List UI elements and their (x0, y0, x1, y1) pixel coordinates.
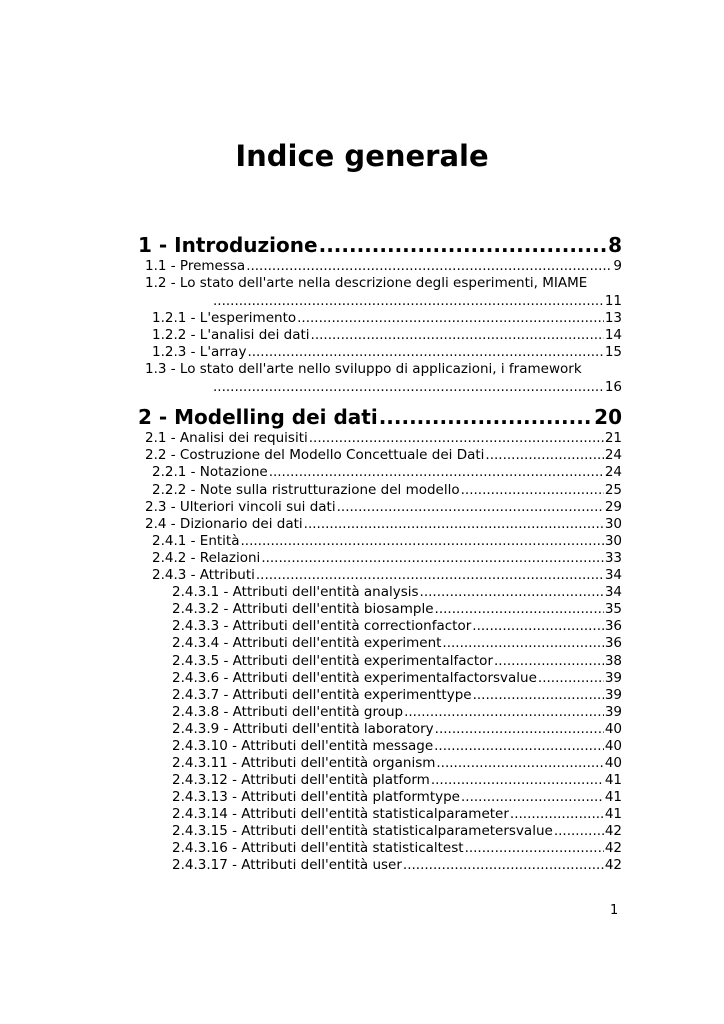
toc-entry-title-wrapped[interactable]: 1.2 - Lo stato dell'arte nella descrizione degli esperimenti, MIAME (145, 275, 588, 291)
toc-entry-subsubsection[interactable] (172, 584, 622, 602)
leader-dots (494, 653, 604, 669)
leader-dots (213, 379, 604, 395)
leader-dots (247, 344, 603, 360)
leader-dots (246, 258, 612, 274)
toc-entry-page: 39 (604, 687, 622, 703)
toc-entry-subsection[interactable] (152, 567, 622, 585)
toc-entry-page: 40 (604, 738, 622, 754)
toc-entry-title: 2.4.3.8 - Attributi dell'entità group (172, 704, 404, 720)
toc-entry-subsubsection[interactable] (172, 635, 622, 653)
toc-entry-subsection[interactable] (152, 482, 622, 500)
toc-entry-title: 1 - Introduzione (138, 233, 318, 257)
toc-entry-page: 42 (604, 857, 622, 873)
toc-entry-subsubsection[interactable] (172, 670, 622, 688)
toc-entry-title: 2.4.3.12 - Attributi dell'entità platform (172, 772, 430, 788)
toc-entry-title: 2.4.3.7 - Attributi dell'entità experimenttype (172, 687, 472, 703)
toc-entry-page: 41 (604, 772, 622, 788)
toc-entry-page: 29 (604, 499, 622, 515)
toc-entry-page: 41 (604, 806, 622, 822)
toc-entry-subsubsection[interactable] (172, 857, 622, 875)
toc-entry-subsubsection[interactable] (172, 721, 622, 739)
toc-entry-title: 2.4.3.1 - Attributi dell'entità analysis (172, 584, 419, 600)
toc-entry-title: 2.4.3.2 - Attributi dell'entità biosample (172, 601, 434, 617)
toc-entry-chapter[interactable] (138, 233, 622, 259)
toc-entry-title: 2.4.3.3 - Attributi dell'entità correctionfactor (172, 618, 472, 634)
toc-entry-page: 30 (604, 516, 622, 532)
leader-dots (241, 533, 604, 549)
toc-entry-page: 25 (604, 482, 622, 498)
toc-entry-title: 2 - Modelling dei dati (138, 405, 378, 429)
leader-dots (431, 772, 604, 788)
toc-entry-page: 13 (604, 310, 622, 326)
toc-entry-subsection[interactable] (152, 327, 622, 345)
leader-dots (261, 550, 604, 566)
toc-entry-chapter[interactable] (138, 405, 622, 431)
toc-entry-title: 2.4.3.13 - Attributi dell'entità platformtype (172, 789, 460, 805)
toc-entry-page: 21 (604, 430, 622, 446)
leader-dots (403, 857, 604, 873)
toc-entry-subsubsection[interactable] (172, 772, 622, 790)
leader-dots (213, 293, 604, 309)
toc-entry-title: 2.1 - Analisi dei requisiti (145, 430, 308, 446)
toc-entry-title: 2.4.3 - Attributi (152, 567, 255, 583)
leader-dots (256, 567, 604, 583)
leader-dots (269, 464, 604, 480)
toc-entry-section[interactable] (145, 516, 622, 534)
toc-entry-page: 14 (604, 327, 622, 343)
leader-dots (337, 499, 604, 515)
leader-dots (319, 233, 607, 257)
toc-entry-subsubsection[interactable] (172, 789, 622, 807)
leader-dots (379, 405, 593, 429)
toc-entry-page: 36 (604, 635, 622, 651)
page-title: Indice generale (235, 139, 489, 173)
toc-entry-subsubsection[interactable] (172, 653, 622, 671)
toc-entry-subsubsection[interactable] (172, 687, 622, 705)
toc-entry-page: 38 (604, 653, 622, 669)
toc-entry-page: 42 (604, 840, 622, 856)
toc-entry-section[interactable] (145, 499, 622, 517)
toc-entry-page: 11 (604, 293, 622, 309)
toc-entry-title: 2.4.3.17 - Attributi dell'entità user (172, 857, 402, 873)
leader-dots (304, 516, 604, 532)
leader-dots (435, 721, 604, 737)
toc-entry-title: 2.4.1 - Entità (152, 533, 240, 549)
leader-dots (297, 310, 604, 326)
page-number: 1 (610, 903, 619, 918)
toc-entry-title: 2.4.3.16 - Attributi dell'entità statisticaltest (172, 840, 464, 856)
leader-dots (309, 430, 604, 446)
leader-dots (472, 618, 604, 634)
toc-entry-page: 24 (604, 464, 622, 480)
leader-dots (404, 704, 604, 720)
toc-entry-subsection[interactable] (152, 550, 622, 568)
toc-entry-section-continuation[interactable] (213, 293, 622, 311)
toc-entry-page: 16 (604, 379, 622, 395)
leader-dots (435, 601, 604, 617)
toc-entry-page: 41 (604, 789, 622, 805)
toc-entry-title: 2.4.3.4 - Attributi dell'entità experiment (172, 635, 442, 651)
toc-entry-title: 1.2.2 - L'analisi dei dati (152, 327, 310, 343)
toc-entry-title: 2.3 - Ulteriori vincoli sui dati (145, 499, 336, 515)
leader-dots (554, 823, 604, 839)
toc-entry-page: 33 (604, 550, 622, 566)
leader-dots (436, 755, 603, 771)
toc-entry-title: 1.2.3 - L'array (152, 344, 247, 360)
toc-entry-title-wrapped[interactable]: 1.3 - Lo stato dell'arte nello sviluppo di applicazioni, i framework (145, 361, 582, 377)
leader-dots (434, 738, 604, 754)
toc-entry-subsection[interactable] (152, 344, 622, 362)
toc-entry-page: 42 (604, 823, 622, 839)
toc-entry-title: 2.2.1 - Notazione (152, 464, 268, 480)
toc-entry-page: 35 (604, 601, 622, 617)
toc-entry-subsubsection[interactable] (172, 840, 622, 858)
toc-entry-title: 2.4.3.5 - Attributi dell'entità experimentalfactor (172, 653, 493, 669)
toc-entry-page: 39 (604, 670, 622, 686)
leader-dots (538, 670, 604, 686)
toc-entry-title: 2.4.3.10 - Attributi dell'entità message (172, 738, 434, 754)
toc-entry-subsubsection[interactable] (172, 601, 622, 619)
leader-dots (420, 584, 604, 600)
toc-entry-page: 30 (604, 533, 622, 549)
toc-entry-title: 2.4 - Dizionario dei dati (145, 516, 303, 532)
toc-entry-page: 34 (604, 567, 622, 583)
toc-entry-subsubsection[interactable] (172, 806, 622, 824)
leader-dots (461, 482, 604, 498)
toc-entry-subsection[interactable] (152, 310, 622, 328)
toc-entry-page: 9 (613, 258, 622, 274)
toc-entry-title: 2.4.2 - Relazioni (152, 550, 261, 566)
toc-entry-title: 2.2 - Costruzione del Modello Concettuale dei Dati (145, 447, 485, 463)
toc-entry-section[interactable] (145, 447, 622, 465)
toc-entry-page: 15 (604, 344, 622, 360)
toc-entry-subsection[interactable] (152, 464, 622, 482)
toc-entry-section[interactable] (145, 430, 622, 448)
toc-entry-page: 8 (608, 233, 622, 257)
toc-entry-subsubsection[interactable] (172, 755, 622, 773)
toc-entry-page: 40 (604, 755, 622, 771)
toc-entry-page: 24 (604, 447, 622, 463)
toc-entry-title: 2.4.3.6 - Attributi dell'entità experimentalfactorsvalue (172, 670, 537, 686)
leader-dots (442, 635, 603, 651)
toc-entry-title: 2.2.2 - Note sulla ristrutturazione del modello (152, 482, 460, 498)
toc-entry-title: 2.4.3.9 - Attributi dell'entità laboratory (172, 721, 434, 737)
leader-dots (311, 327, 604, 343)
leader-dots (485, 447, 603, 463)
leader-dots (510, 806, 604, 822)
toc-entry-subsubsection[interactable] (172, 738, 622, 756)
toc-entry-subsubsection[interactable] (172, 618, 622, 636)
toc-entry-page: 20 (594, 405, 622, 429)
toc-entry-title: 2.4.3.15 - Attributi dell'entità statisticalparametersvalue (172, 823, 553, 839)
toc-entry-page: 39 (604, 704, 622, 720)
toc-entry-subsubsection[interactable] (172, 704, 622, 722)
toc-entry-section[interactable] (145, 258, 622, 276)
toc-entry-subsection[interactable] (152, 533, 622, 551)
toc-entry-title: 1.2.1 - L'esperimento (152, 310, 297, 326)
toc-entry-subsubsection[interactable] (172, 823, 622, 841)
toc-entry-title: 2.4.3.14 - Attributi dell'entità statisticalparameter (172, 806, 509, 822)
leader-dots (465, 840, 604, 856)
leader-dots (473, 687, 604, 703)
toc-entry-page: 36 (604, 618, 622, 634)
toc-entry-page: 40 (604, 721, 622, 737)
toc-entry-page: 34 (604, 584, 622, 600)
toc-entry-title: 2.4.3.11 - Attributi dell'entità organism (172, 755, 436, 771)
toc-entry-section-continuation[interactable] (213, 379, 622, 397)
toc-entry-title: 1.1 - Premessa (145, 258, 246, 274)
leader-dots (461, 789, 604, 805)
